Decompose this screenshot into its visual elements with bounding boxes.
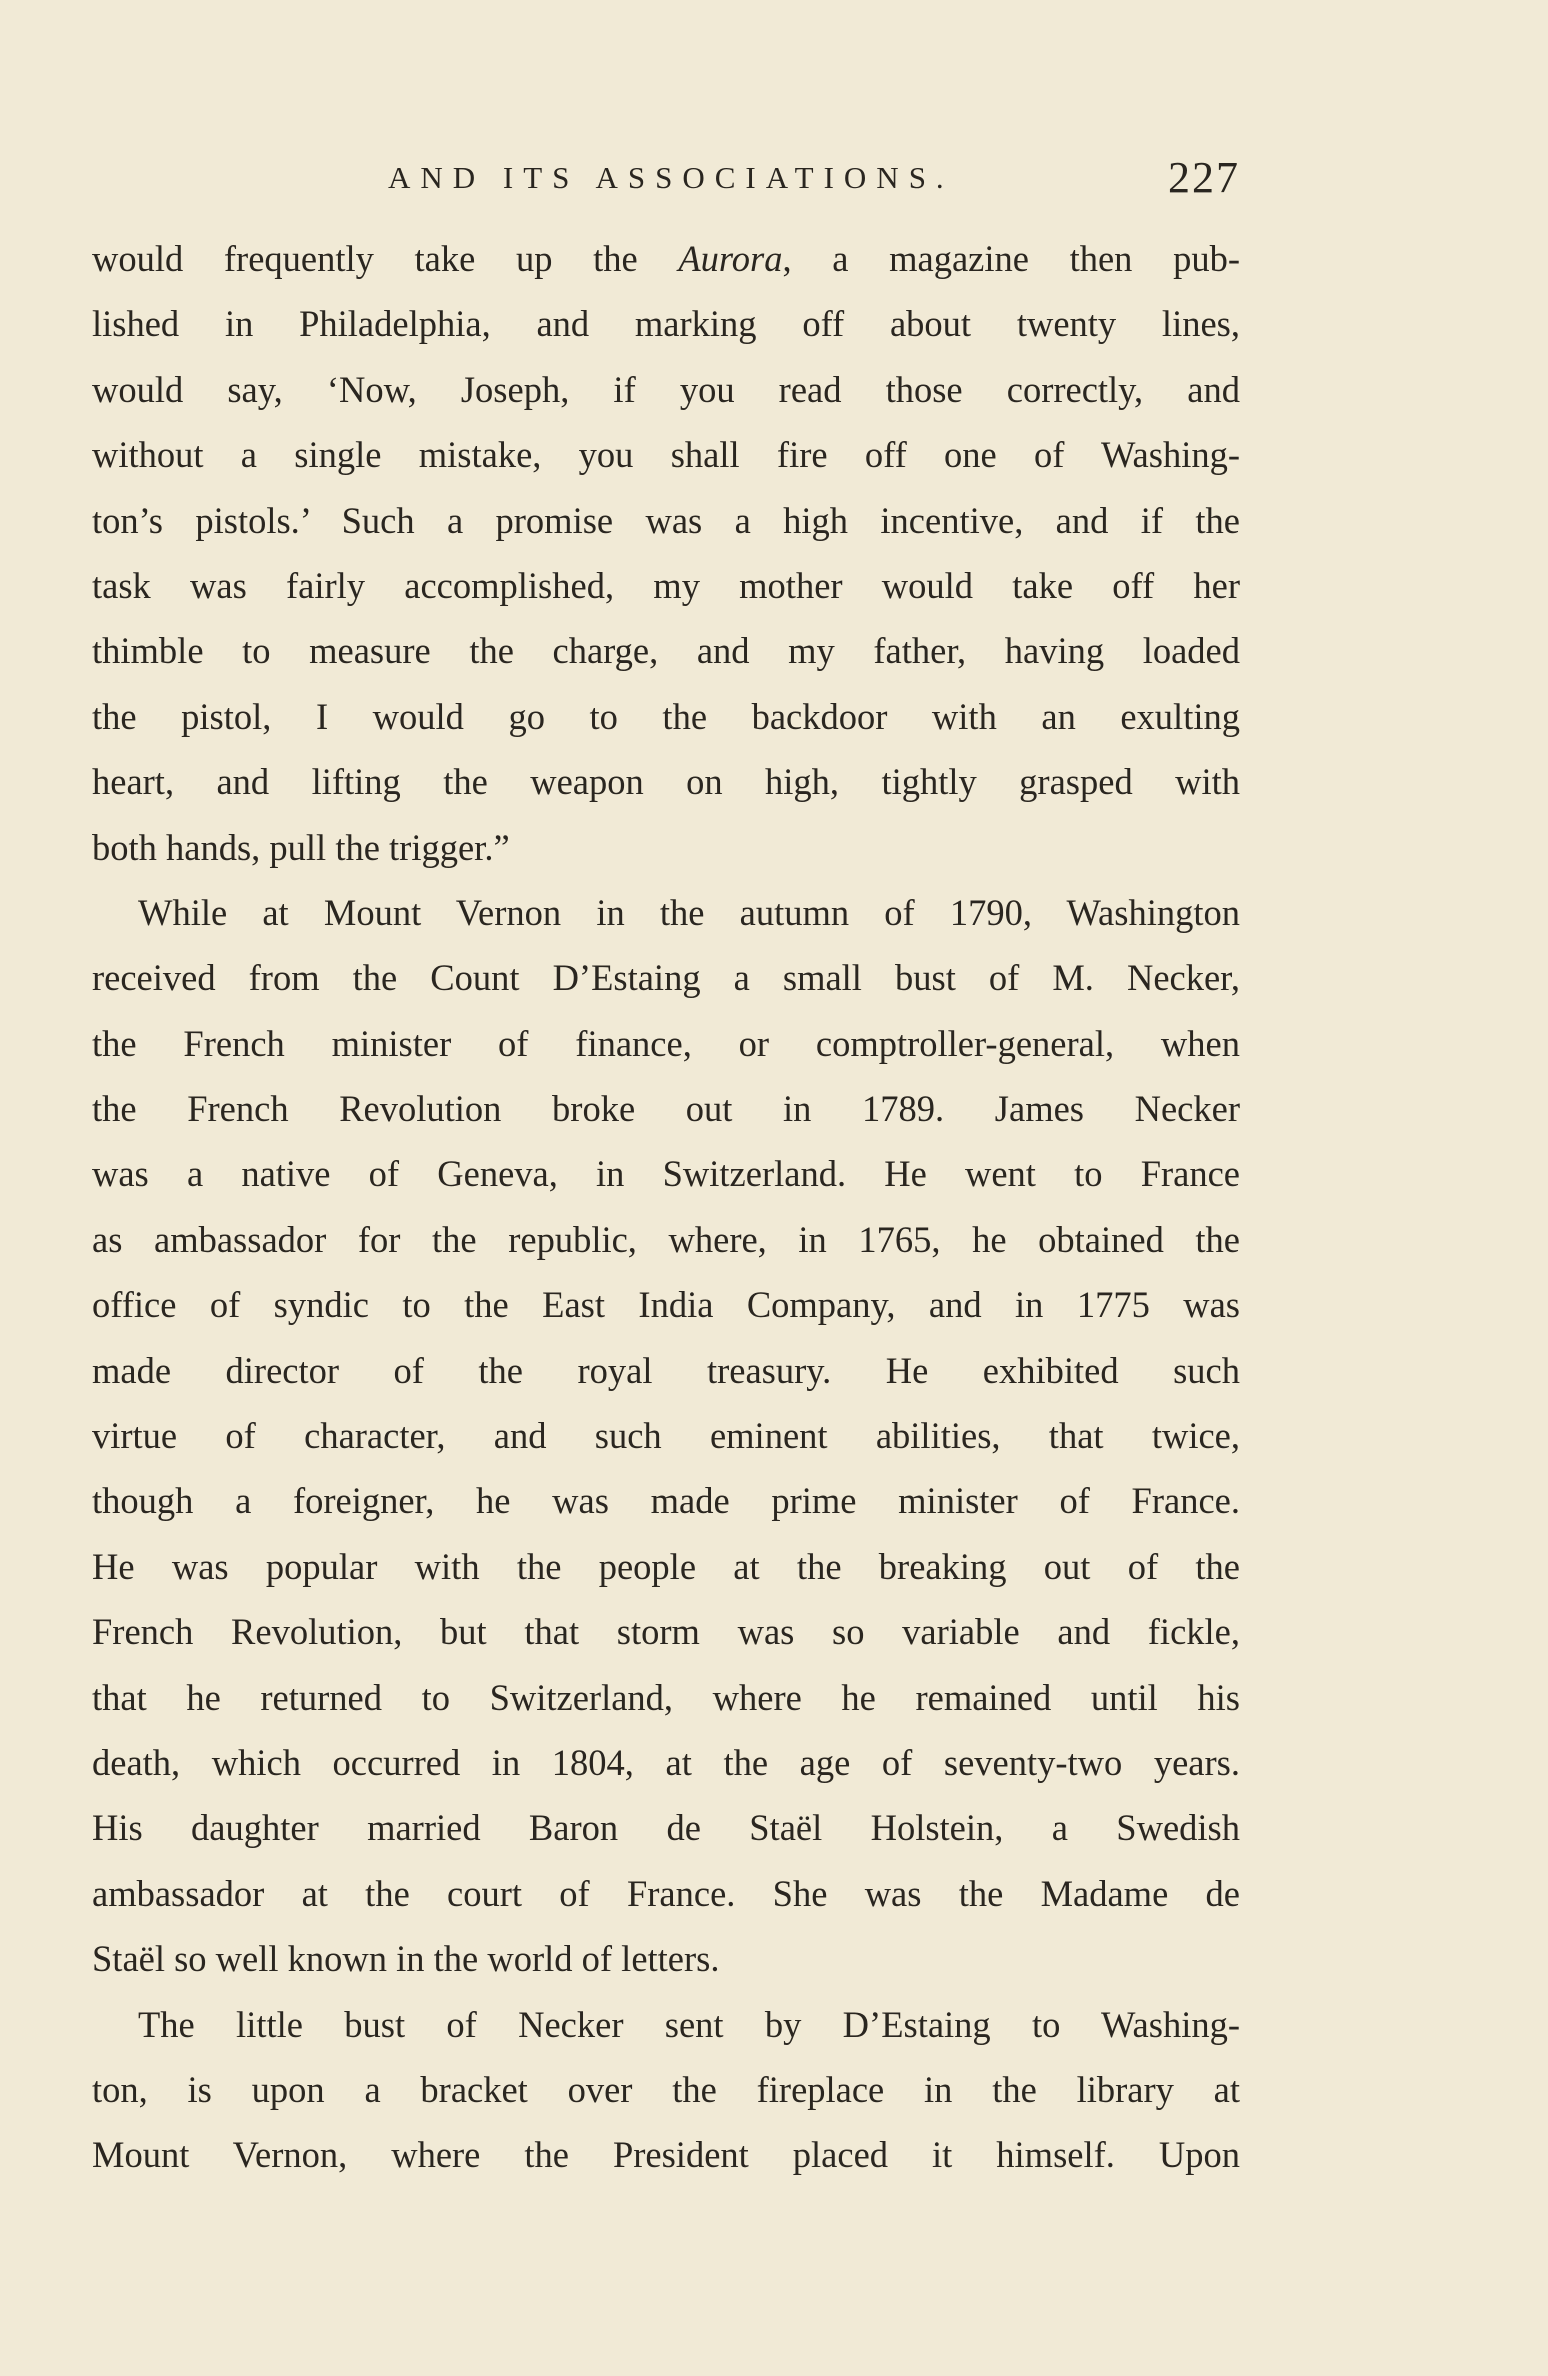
text-fragment: would frequently take up the (92, 238, 679, 279)
text-line: would say, ‘Now, Joseph, if you read those correctly, and (92, 368, 1240, 410)
text-line: made director of the royal treasury. He exhibited such (92, 1349, 1240, 1391)
page-number: 227 (1168, 153, 1240, 202)
paragraph-end-line: both hands, pull the trigger.” (92, 826, 510, 868)
text-line (92, 226, 1240, 291)
text-line: task was fairly accomplished, my mother would take off her (92, 564, 1240, 606)
text-line: lished in Philadelphia, and marking off about twenty lines, (92, 303, 1240, 345)
text-line: the French Revolution broke out in 1789. James Necker (92, 1088, 1240, 1130)
text-line: office of syndic to the East India Company, and in 1775 was (92, 1284, 1240, 1326)
paragraph-end-line: Staël so well known in the world of letters. (92, 1938, 720, 1980)
text-fragment: , a magazine then pub- (782, 238, 1240, 279)
text-line: His daughter married Baron de Staël Holstein, a Swedish (92, 1807, 1240, 1849)
text-line: though a foreigner, he was made prime minister of France. (92, 1480, 1240, 1522)
text-line: was a native of Geneva, in Switzerland. He went to France (92, 1153, 1240, 1195)
periodical-title: Aurora (678, 238, 783, 279)
running-title: AND ITS ASSOCIATIONS. (388, 160, 954, 195)
text-line: as ambassador for the republic, where, in 1765, he obtained the (92, 1218, 1240, 1260)
paragraph-start-line: The little bust of Necker sent by D’Estaing to Washing- (138, 2003, 1240, 2045)
text-line: ton’s pistols.’ Such a promise was a high incentive, and if the (92, 499, 1240, 541)
text-line: without a single mistake, you shall fire off one of Washing- (92, 434, 1240, 476)
paragraph-start-line: While at Mount Vernon in the autumn of 1790, Washington (138, 891, 1240, 933)
text-line: thimble to measure the charge, and my father, having loaded (92, 630, 1240, 672)
text-line: ambassador at the court of France. She was the Madame de (92, 1872, 1240, 1914)
running-head (90, 152, 1240, 212)
text-line: Mount Vernon, where the President placed it himself. Upon (92, 2134, 1240, 2176)
text-line: heart, and lifting the weapon on high, tightly grasped with (92, 761, 1240, 803)
text-line: He was popular with the people at the breaking out of the (92, 1545, 1240, 1587)
text-line: received from the Count D’Estaing a small bust of M. Necker, (92, 957, 1240, 999)
text-line: death, which occurred in 1804, at the age of seventy-two years. (92, 1741, 1240, 1783)
text-line: that he returned to Switzerland, where he remained until his (92, 1676, 1240, 1718)
text-line: ton, is upon a bracket over the fireplace in the library at (92, 2068, 1240, 2110)
body-text (92, 226, 1240, 2188)
text-line: French Revolution, but that storm was so variable and fickle, (92, 1611, 1240, 1653)
text-line: the pistol, I would go to the backdoor with an exulting (92, 695, 1240, 737)
text-line: virtue of character, and such eminent abilities, that twice, (92, 1415, 1240, 1457)
text-line: the French minister of finance, or comptroller-general, when (92, 1022, 1240, 1064)
